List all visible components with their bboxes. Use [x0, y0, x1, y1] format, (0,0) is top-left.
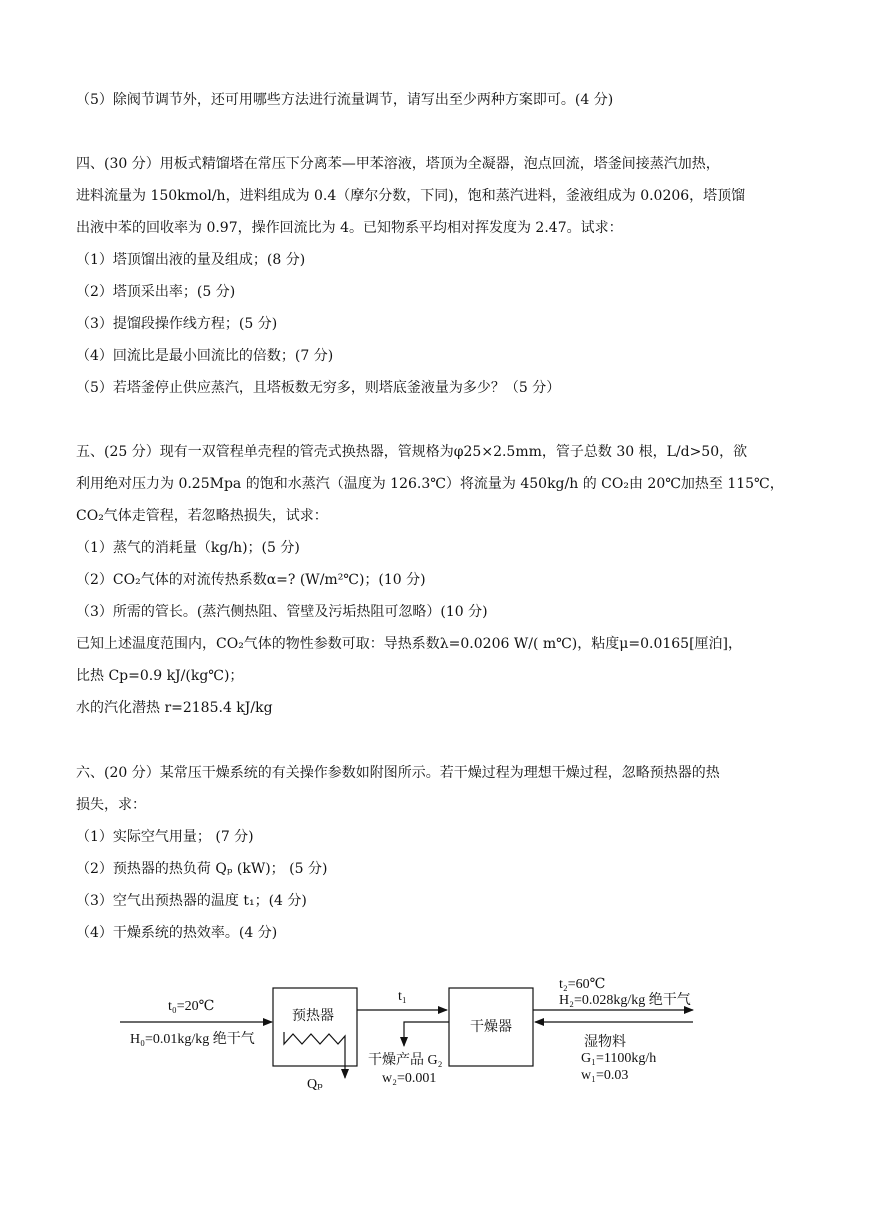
q6-item-2: （2）预热器的热负荷 Qₚ (kW)； (5 分) [76, 861, 328, 877]
outlet-humidity-label: H₂=0.028kg/kg 绝干气 [559, 993, 691, 1008]
q5-given-2: 比热 Cp=0.9 kJ/(kg℃)； [76, 668, 244, 684]
dried-product-label: 干燥产品 G₂ [368, 1053, 443, 1068]
q4-intro-1: 四、(30 分）用板式精馏塔在常压下分离苯—甲苯溶液，塔顶为全凝器，泡点回流，塔釜间接蒸汽加热， [76, 156, 720, 172]
q4-intro-3: 出液中苯的回收率为 0.97，操作回流比为 4。已知物系平均相对挥发度为 2.47。试求： [76, 220, 623, 236]
q4-item-3: （3）提馏段操作线方程；(5 分) [76, 316, 278, 332]
feed-rate-label: G₁=1100kg/h [581, 1051, 657, 1066]
q6-intro-2: 损失，求： [76, 797, 146, 813]
q6-intro-1: 六、(20 分）某常压干燥系统的有关操作参数如附图所示。若干燥过程为理想干燥过程，忽略预热器的热 [76, 765, 720, 781]
heat-load-label: Qₚ [307, 1077, 323, 1092]
q5-given-1: 已知上述温度范围内，CO₂气体的物性参数可取：导热系数λ=0.0206 W/( m℃)，粘度μ=0.0165[厘泊]， [76, 636, 742, 652]
q5-intro-2: 利用绝对压力为 0.25Mpa 的饱和水蒸汽（温度为 126.3℃）将流量为 450kg/h 的 CO₂由 20℃加热至 115℃， [76, 476, 784, 492]
q6-item-4: （4）干燥系统的热效率。(4 分) [76, 925, 278, 941]
q4-item-1: （1）塔顶馏出液的量及组成；(8 分) [76, 252, 306, 268]
dryer-label: 干燥器 [470, 1020, 512, 1035]
q5-item-1: （1）蒸气的消耗量（kg/h)；(5 分) [76, 540, 300, 556]
q5-item-3: （3）所需的管长。(蒸汽侧热阻、管壁及污垢热阻可忽略）(10 分) [76, 604, 488, 620]
preheater-outlet-temp-label: t₁ [398, 989, 407, 1004]
outlet-temp-label: t₂=60℃ [559, 977, 606, 992]
product-moisture-label: w₂=0.001 [382, 1071, 437, 1086]
q6-item-3: （3）空气出预热器的温度 t₁；(4 分) [76, 893, 307, 909]
wet-material-label: 湿物料 [584, 1035, 626, 1050]
q3-item-5: （5）除阀节调节外，还可用哪些方法进行流量调节，请写出至少两种方案即可。(4 分) [76, 92, 614, 108]
q5-intro-1: 五、(25 分）现有一双管程单壳程的管壳式换热器，管规格为φ25×2.5mm，管子总数 30 根，L/d>50，欲 [76, 444, 748, 460]
inlet-humidity-label: H₀=0.01kg/kg 绝干气 [130, 1032, 255, 1047]
q4-item-5: （5）若塔釜停止供应蒸汽，且塔板数无穷多，则塔底釜液量为多少？（5 分） [76, 380, 561, 396]
q5-item-2: （2）CO₂气体的对流传热系数α=? (W/m²℃)；(10 分) [76, 572, 426, 588]
dried-product-arrow [404, 1022, 449, 1046]
q6-item-1: （1）实际空气用量； (7 分) [76, 829, 254, 845]
q4-item-4: （4）回流比是最小回流比的倍数；(7 分) [76, 348, 334, 364]
q4-intro-2: 进料流量为 150kmol/h，进料组成为 0.4（摩尔分数，下同)，饱和蒸汽进料，釜液组成为 0.0206，塔顶馏 [76, 188, 746, 204]
q5-intro-3: CO₂气体走管程，若忽略热损失，试求： [76, 508, 328, 524]
feed-moisture-label: w₁=0.03 [581, 1068, 629, 1083]
preheater-label: 预热器 [292, 1009, 334, 1024]
inlet-temp-label: t₀=20℃ [168, 999, 215, 1014]
q4-item-2: （2）塔顶采出率；(5 分) [76, 284, 236, 300]
q5-given-3: 水的汽化潜热 r=2185.4 kJ/kg [76, 700, 273, 716]
heating-coil [284, 1032, 345, 1078]
